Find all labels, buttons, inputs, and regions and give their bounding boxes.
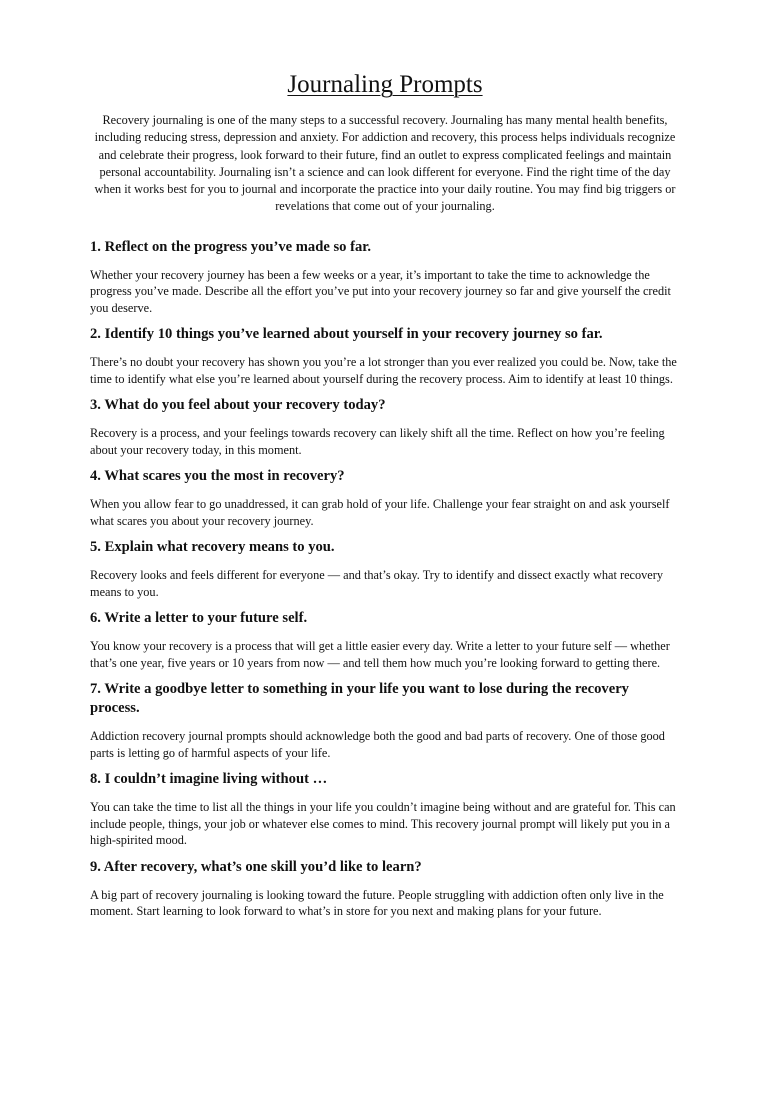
prompt-heading: 5. Explain what recovery means to you.	[90, 539, 335, 556]
prompt-heading: 7. Write a goodbye letter to something in your life you want to lose during the recovery process.	[90, 681, 629, 717]
document-page	[0, 70, 768, 1094]
prompt-body: Recovery is a process, and your feelings towards recovery can likely shift all the time. Reflect on how you’re feeling about your recovery today, in this moment.	[90, 426, 665, 457]
prompt-item	[90, 680, 680, 761]
prompt-list	[90, 238, 680, 920]
prompt-heading: 3. What do you feel about your recovery today?	[90, 397, 386, 414]
prompt-item	[90, 609, 680, 671]
prompt-item	[90, 858, 680, 920]
prompt-heading: 6. Write a letter to your future self.	[90, 610, 308, 627]
prompt-body: Addiction recovery journal prompts should acknowledge both the good and bad parts of recovery. One of those good parts is letting go of harmful aspects of your life.	[90, 729, 665, 760]
page-title: Journaling Prompts	[287, 71, 483, 98]
prompt-heading: 2. Identify 10 things you’ve learned about yourself in your recovery journey so far.	[90, 326, 603, 343]
prompt-item	[90, 538, 680, 600]
prompt-body: There’s no doubt your recovery has shown you you’re a lot stronger than you ever realized you could be. Now, take the time to identify what else you’re learned about yourself during the recovery process. Aim to identify at least 10 things.	[90, 355, 677, 386]
prompt-heading: 1. Reflect on the progress you’ve made so far.	[90, 238, 372, 255]
prompt-item	[90, 325, 680, 387]
prompt-item	[90, 238, 680, 317]
intro-paragraph: Recovery journaling is one of the many steps to a successful recovery. Journaling has many mental health benefits, including reducing stress, depression and anxiety. For addiction and recovery, this process helps individuals recognize and celebrate their progress, look forward to their future, find an outlet to express complicated feelings and maintain personal accountability. Journaling isn’t a science and can look different for everyone. Find the right time of the day when it works best for you to journal and incorporate the practice into your daily routine. You may find big triggers or revelations that come out of your journaling.	[94, 113, 676, 214]
prompt-heading: 9. After recovery, what’s one skill you’d like to learn?	[90, 858, 422, 875]
prompt-item	[90, 467, 680, 529]
prompt-body: Whether your recovery journey has been a few weeks or a year, it’s important to take the time to acknowledge the progress you’ve made. Describe all the effort you’ve put into your recovery journey so far and give yourself the credit you deserve.	[90, 267, 671, 315]
prompt-body: You can take the time to list all the things in your life you couldn’t imagine being without and are grateful for. This can include people, things, your job or whatever else comes to mind. This recovery journal prompt will likely put you in a high-spirited mood.	[90, 800, 676, 848]
prompt-body: Recovery looks and feels different for everyone — and that’s okay. Try to identify and dissect exactly what recovery means to you.	[90, 568, 663, 599]
prompt-item	[90, 770, 680, 849]
prompt-body: You know your recovery is a process that will get a little easier every day. Write a letter to your future self — whether that’s one year, five years or 10 years from now — and tell them how much you’re looking forward to getting there.	[90, 639, 670, 670]
prompt-item	[90, 396, 680, 458]
prompt-heading: 8. I couldn’t imagine living without …	[90, 771, 328, 788]
prompt-body: A big part of recovery journaling is looking toward the future. People struggling with addiction often only live in the moment. Start learning to look forward to what’s in store for you next and making plans for your future.	[90, 887, 664, 919]
prompt-heading: 4. What scares you the most in recovery?	[90, 468, 345, 485]
prompt-body: When you allow fear to go unaddressed, it can grab hold of your life. Challenge your fear straight on and ask yourself what scares you about your recovery journey.	[90, 497, 670, 528]
